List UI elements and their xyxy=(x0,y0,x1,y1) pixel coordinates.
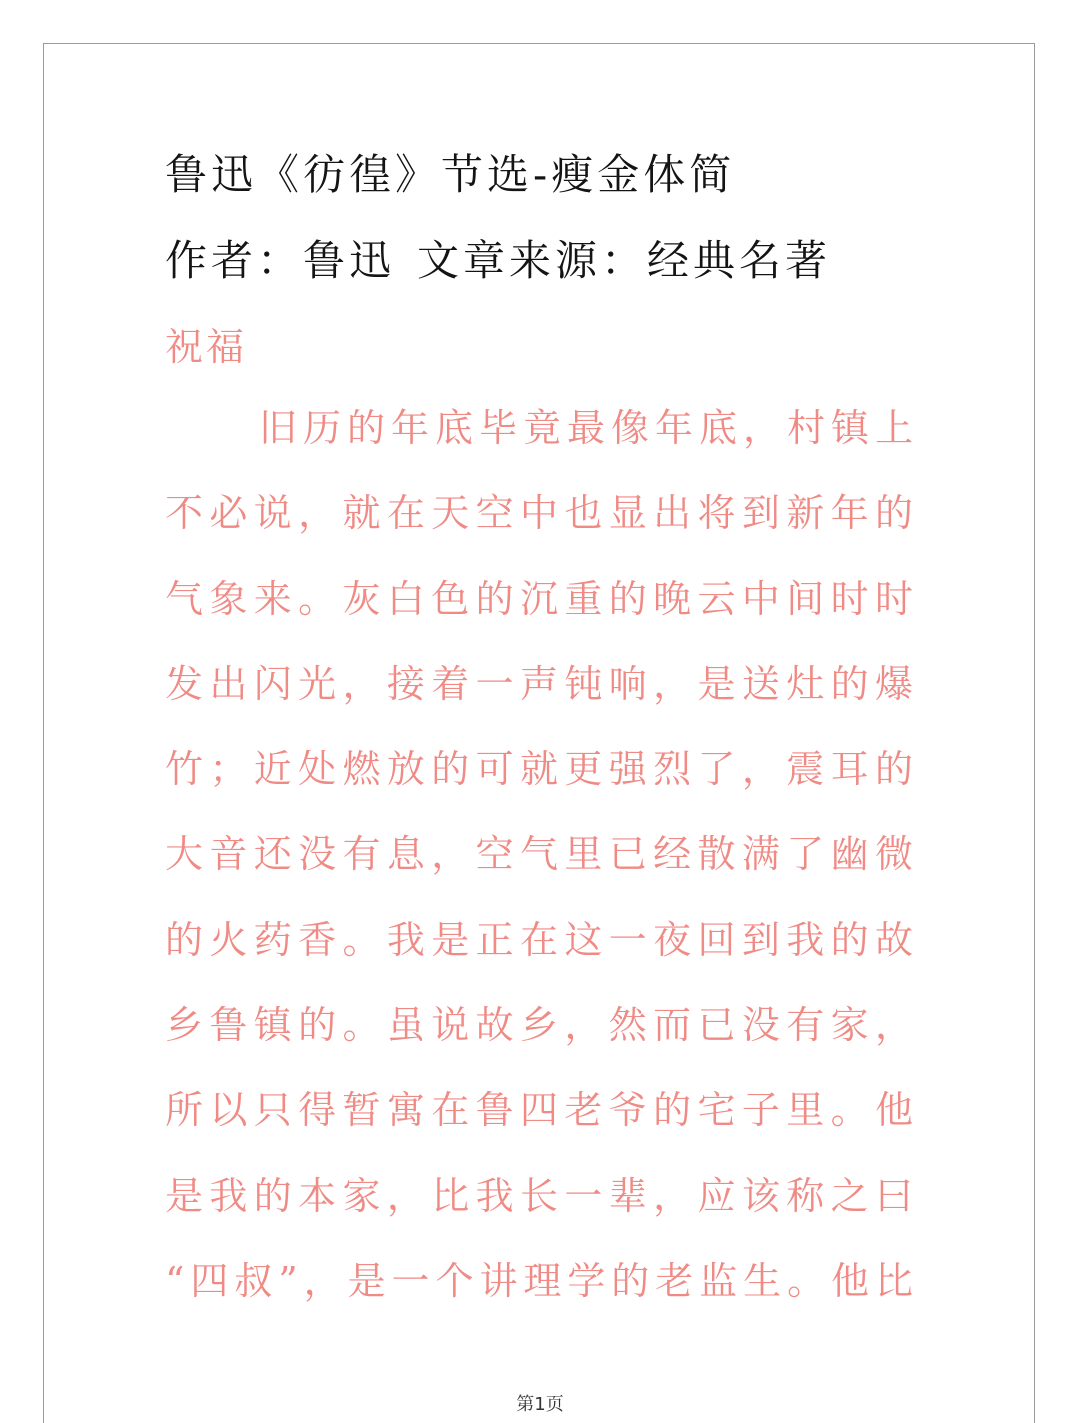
text-line: 不必说，就在天空中也显出将到新年的 xyxy=(165,491,913,536)
text-line: 的火药香。我是正在这一夜回到我的故 xyxy=(165,917,913,962)
source-label: 文章来源：经典名著 xyxy=(417,236,832,285)
page-number: 第1页 xyxy=(516,1394,564,1415)
text-line: 竹；近处燃放的可就更强烈了，震耳的 xyxy=(165,747,913,792)
text-line: 是我的本家，比我长一辈，应该称之曰 xyxy=(165,1173,913,1218)
text-line: 所以只得暂寓在鲁四老爷的宅子里。他 xyxy=(165,1088,913,1133)
text-line: 发出闪光，接着一声钝响，是送灶的爆 xyxy=(165,661,913,706)
text-line: 乡鲁镇的。虽说故乡，然而已没有家， xyxy=(165,1003,913,1048)
body-text xyxy=(165,400,925,1338)
text-line: 气象来。灰白色的沉重的晚云中间时时 xyxy=(165,576,913,621)
author-label: 作者：鲁迅 xyxy=(165,236,396,285)
byline xyxy=(165,228,831,288)
text-line: “四叔”，是一个讲理学的老监生。他比 xyxy=(165,1258,913,1303)
section-title: 祝福 xyxy=(165,325,248,369)
text-line: 大音还没有息，空气里已经散满了幽微 xyxy=(165,832,913,877)
text-line: 旧历的年底毕竟最像年底，村镇上 xyxy=(259,406,913,450)
document-title: 鲁迅《彷徨》节选-瘦金体简 xyxy=(165,150,736,199)
